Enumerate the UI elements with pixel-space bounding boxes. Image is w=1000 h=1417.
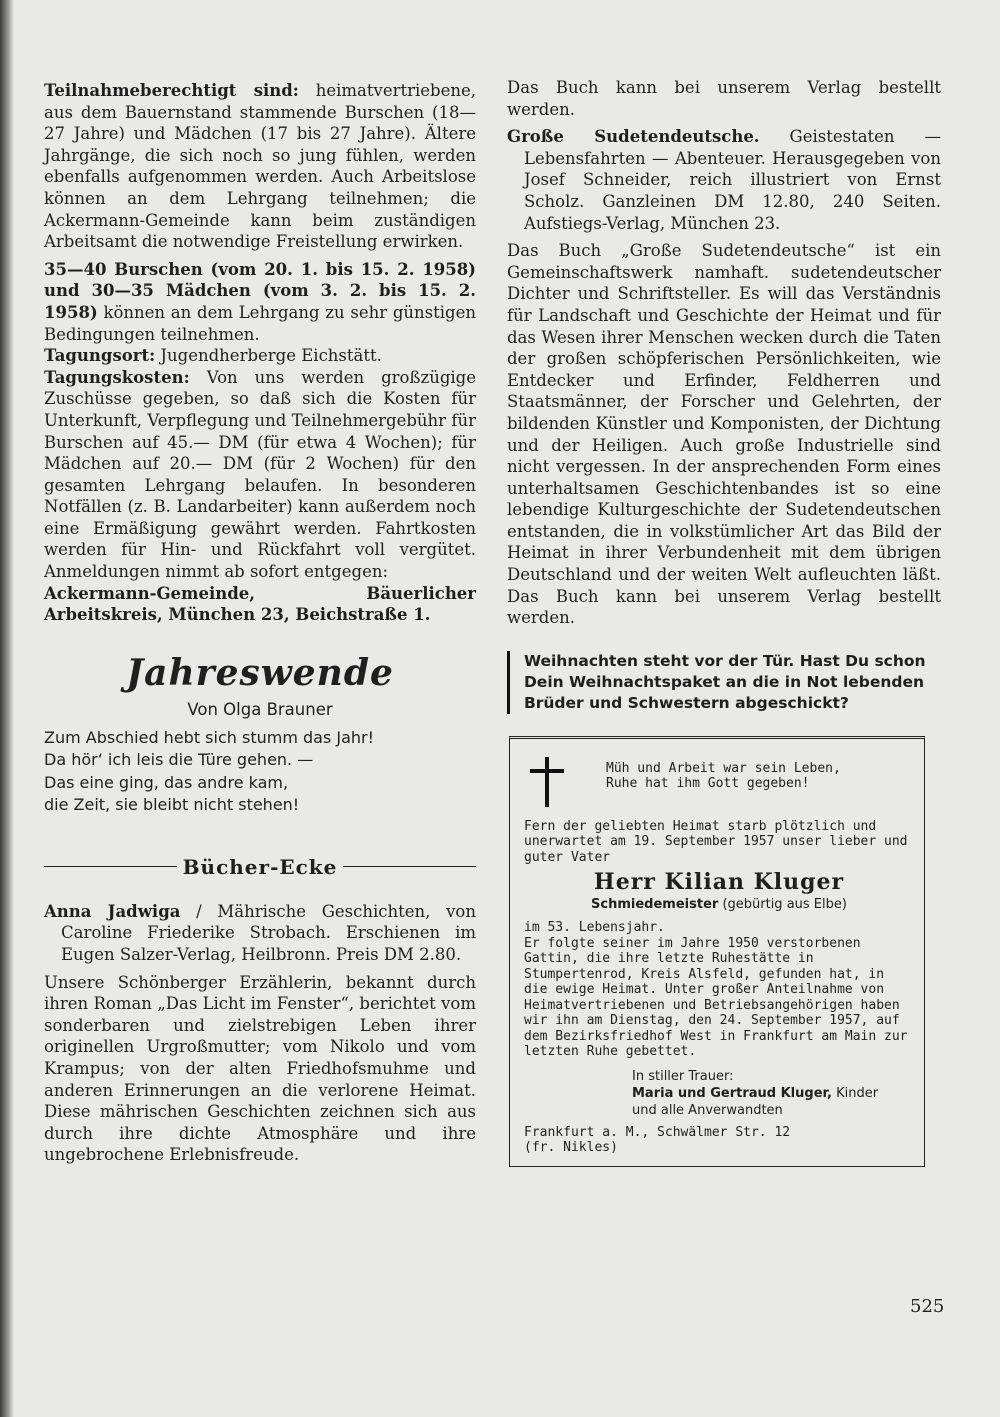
participants-lead: 35—40 Burschen (vom 20. 1. bis 15. 2. 1958) und 30—35 Mädchen (vom 3. 2. bis 15. 2. 1958) [44, 259, 476, 322]
mourners-relation: Kinder [836, 1085, 879, 1101]
mourning-label: In stiller Trauer: [632, 1068, 734, 1084]
poem-title: Jahreswende [126, 651, 394, 694]
book-details: / Mährische Geschichten, von Caroline Friederike Strobach. Erschienen im Eugen Salzer-Verlag, Heilbronn. Preis DM 2.80. [61, 901, 476, 965]
venue-text: Jugendherberge Eichstätt. [160, 346, 382, 366]
relatives: und alle Anverwandten [632, 1102, 783, 1118]
christmas-notice [507, 651, 941, 714]
obituary-box [509, 736, 925, 1167]
mourners-names: Maria und Gertraud Kluger, [632, 1085, 832, 1101]
divider [343, 866, 476, 867]
poem-line: die Zeit, sie bleibt nicht stehen! [44, 795, 300, 815]
obituary-former-address: (fr. Nikles) [524, 1140, 618, 1156]
costs-paragraph [44, 367, 476, 583]
obituary-age: im 53. Lebensjahr. [524, 920, 665, 936]
venue-paragraph [44, 345, 476, 367]
books-section-header [44, 855, 476, 879]
book-title: Anna Jadwiga [44, 901, 181, 921]
mourners-block [524, 1068, 914, 1119]
participants-text: können an dem Lehrgang zu sehr günstigen Bedingungen teilnehmen. [44, 302, 476, 344]
books-section-title: Bücher-Ecke [182, 854, 338, 879]
participants-paragraph [44, 259, 476, 345]
venue-lead: Tagungsort: [44, 346, 156, 366]
obituary-text: Er folgte seiner im Jahre 1950 verstorbenen Gattin, die ihre letzte Ruhestätte in Stumpertenrod, Kreis Alsfeld, gefunden hat, in die ewige Heimat. Unter großer Anteilnahme von Heimatvertriebenen und Betriebsangehörigen haben wir ihn am Dienstag, den 24. September 1957, auf dem Bezirksfriedhof West in Frankfurt am Main zur letzten Ruhe gebettet. [524, 935, 908, 1060]
notice-bar [507, 651, 510, 714]
obituary-verse-line: Müh und Arbeit war sein Leben, [606, 760, 841, 776]
obituary-intro: Fern der geliebten Heimat starb plötzlich und unerwartet am 19. September 1957 unser lieber und guter Vater [524, 818, 908, 865]
origin: (gebürtig aus Elbe) [722, 896, 847, 912]
christmas-notice-text: Weihnachten steht vor der Tür. Hast Du schon Dein Weihnachtspaket an die in Not lebenden Brüder und Schwestern abgeschickt? [523, 651, 926, 712]
book-review: Das Buch „Große Sudetendeutsche“ ist ein Gemeinschaftswerk namhaft. sudetendeutscher Dichter und Schriftsteller. Es will das Verständnis für Landschaft und Geschichte der Heimat und für das Wesen ihrer Menschen wecken durch die Taten der großen schöpferischen Persönlichkeiten, wie Entdecker und Erfinder, Feldherren und Staatsmänner, der Forscher und Gelehrten, der bildenden Künstler und Komponisten, der Dichtung und der Heiligen. Auch große Industrielle sind nicht vergessen. In der ansprechenden Form eines unterhaltsamen Geschichtenbandes ist so eine lebendige Kulturgeschichte der Sudetendeutschen entstanden, die in volkstümlicher Art das Bild der Heimat in ihrer Verbundenheit mit dem übrigen Deutschland und der weiten Welt aufleuchten läßt. Das Buch kann bei unserem Verlag bestellt werden. [507, 241, 941, 628]
left-column [44, 80, 476, 1166]
right-column [507, 77, 941, 1167]
poem-line: Da hör‘ ich leis die Türe gehen. — [44, 750, 314, 770]
costs-lead: Tagungskosten: [44, 367, 190, 387]
deceased-occupation [524, 897, 914, 913]
book-entry-grosse-sudetendeutsche [507, 126, 941, 234]
poem-line: Das eine ging, das andre kam, [44, 772, 289, 792]
book-entry-anna-jadwiga [44, 901, 476, 966]
book-review: Unsere Schönberger Erzählerin, bekannt durch ihren Roman „Das Licht im Fenster“, berichtet vom sonderbaren und zielstrebigen Leben ihrer originellen Urgroßmutter; vom Nikolo und vom Krampus; von der alten Friedhofsmuhme und anderen Erinnerungen an die verlorene Heimat. Diese mährischen Geschichten zeichnen sich aus durch ihre dichte Atmosphäre und ihre ungebrochene Erlebnisfreude. [44, 972, 476, 1165]
order-note: Das Buch kann bei unserem Verlag bestellt werden. [507, 78, 941, 119]
cross-icon [530, 757, 564, 807]
occupation: Schmiedemeister [591, 896, 719, 912]
book-details: Geistestaten — Lebensfahrten — Abenteuer. Herausgegeben von Josef Schneider, reich illustriert von Ernst Scholz. Ganzleinen DM 12.80, 240 Seiten. Aufstiegs-Verlag, München 23. [524, 127, 942, 233]
deceased-name: Herr Kilian Kluger [593, 869, 845, 896]
book-title: Große Sudetendeutsche. [507, 127, 760, 147]
eligibility-lead: Teilnahmeberechtigt sind: [44, 81, 299, 100]
book-binding-shadow [0, 0, 14, 1417]
eligibility-paragraph [44, 80, 476, 253]
costs-text: Von uns werden großzügige Zuschüsse gegeben, so daß sich die Kosten für Unterkunft, Verpflegung und Teilnehmergebühr für Burschen auf 45.— DM (für etwa 4 Wochen); für Mädchen auf 20.— DM (für 2 Wochen) für den gesamten Lehrgang belaufen. In besonderen Notfällen (z. B. Landarbeiter) kann außerdem noch eine Ermäßigung gewährt werden. Fahrtkosten werden für Hin- und Rückfahrt voll vergütet. Anmeldungen nimmt ab sofort entgegen: [44, 367, 476, 582]
obituary-address: Frankfurt a. M., Schwälmer Str. 12 [524, 1124, 791, 1140]
eligibility-text: heimatvertriebene, aus dem Bauernstand stammende Burschen (18—27 Jahre) und Mädchen (17 bis 27 Jahre). Ältere Jahrgänge, die sich noch so jung fühlen, werden ebenfalls aufgenommen werden. Auch Arbeitslose können an dem Lehrgang teilnehmen; die Ackermann-Gemeinde kann beim zuständigen Arbeitsamt die notwendige Freistellung erwirken. [44, 81, 476, 252]
divider [44, 866, 177, 867]
contact-address: Ackermann-Gemeinde, Bäuerlicher Arbeitskreis, München 23, Beichstraße 1. [44, 583, 476, 625]
obituary-verse-line: Ruhe hat ihm Gott gegeben! [606, 776, 810, 792]
poem-author: Von Olga Brauner [187, 699, 333, 719]
page-number: 525 [910, 1296, 945, 1317]
poem-line: Zum Abschied hebt sich stumm das Jahr! [44, 727, 375, 747]
